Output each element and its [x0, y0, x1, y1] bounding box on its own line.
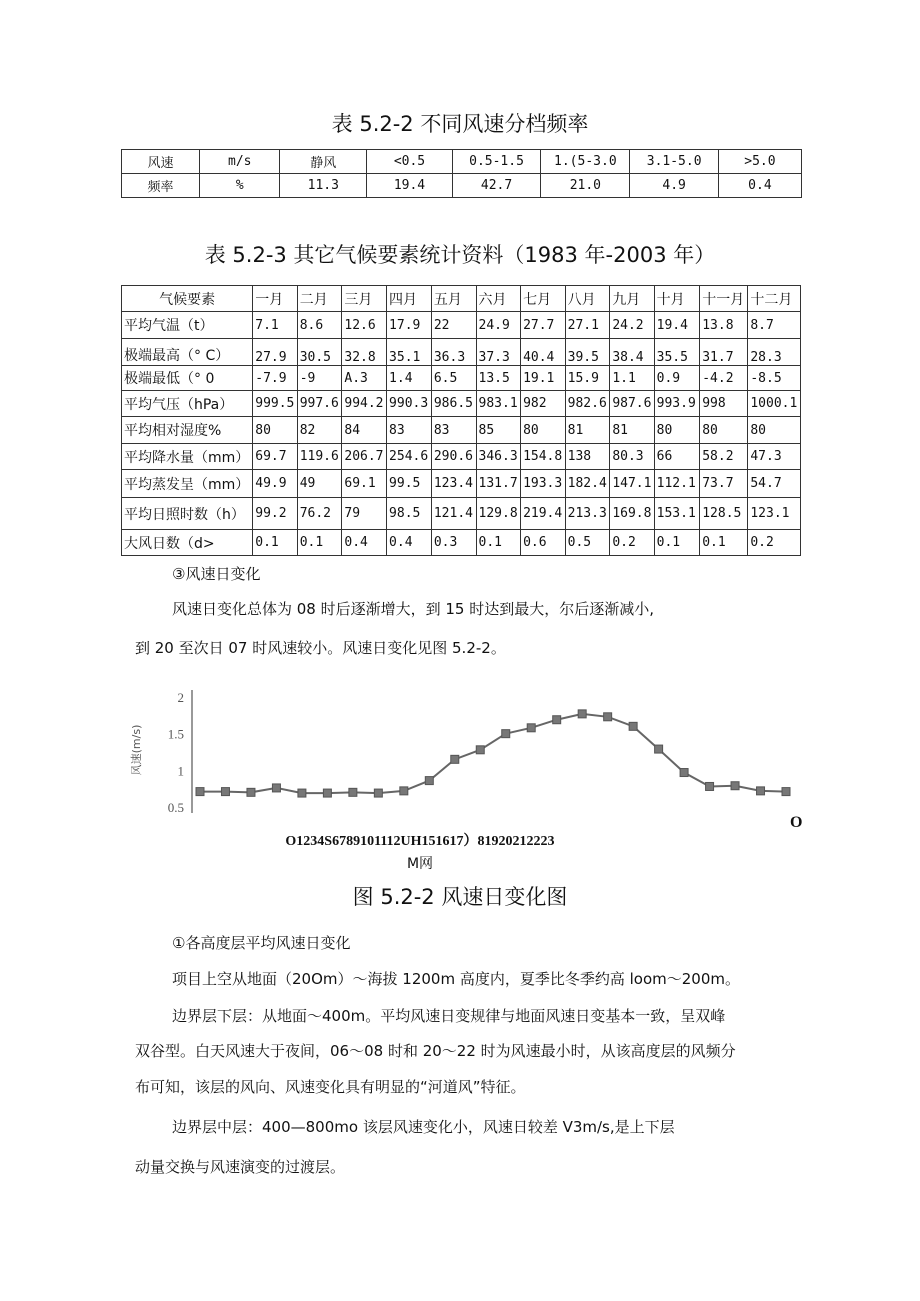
table-row	[122, 498, 801, 530]
table-cell: 73.7	[700, 470, 748, 498]
x-axis-label: M网	[406, 856, 434, 872]
table-cell: 80	[253, 417, 297, 444]
table-cell: 193.3	[521, 470, 566, 498]
table-cell: 131.7	[476, 470, 521, 498]
table-cell: -4.2	[700, 366, 748, 391]
table-cell: 49.9	[253, 470, 297, 498]
y-tick-label: 1.5	[167, 726, 184, 742]
table-cell: 40.4	[521, 339, 566, 366]
paragraph: 到 20 至次日 07 时风速较小。风速日变化见图 5.2-2。	[135, 639, 506, 657]
table-cell: 三月	[342, 286, 387, 312]
table-cell: 风速	[122, 150, 200, 174]
table-cell: 79	[342, 498, 387, 530]
data-point	[502, 730, 510, 738]
data-point	[782, 788, 790, 796]
table-cell: 15.9	[565, 366, 610, 391]
paragraph: 风速日变化总体为 08 时后逐渐增大，到 15 时达到最大，尔后逐渐减小,	[172, 600, 655, 618]
data-point	[298, 789, 306, 797]
table-row	[122, 339, 801, 366]
table-row	[122, 150, 802, 174]
table-cell: 平均日照时数（h）	[122, 498, 253, 530]
data-point	[247, 788, 255, 796]
table-cell: 993.9	[654, 391, 700, 417]
table-cell: 121.4	[431, 498, 476, 530]
table-row	[122, 417, 801, 444]
table-cell: 39.5	[565, 339, 610, 366]
table-cell: 17.9	[387, 312, 432, 339]
table-cell: 3.1-5.0	[630, 150, 718, 174]
table-cell: 206.7	[342, 444, 387, 470]
table-cell: 129.8	[476, 498, 521, 530]
table-cell: -8.5	[748, 366, 801, 391]
table-cell: 80	[654, 417, 700, 444]
table-cell: 169.8	[610, 498, 654, 530]
table-cell: 4.9	[630, 174, 718, 198]
table2-title: 表 5.2-3 其它气候要素统计资料（1983 年-2003 年）	[204, 243, 716, 267]
table-cell: 1.(5-3.0	[541, 150, 630, 174]
table-cell: 0.1	[700, 530, 748, 556]
table-cell: 十二月	[748, 286, 801, 312]
data-point	[680, 769, 688, 777]
table-cell: 54.7	[748, 470, 801, 498]
table-cell: 123.4	[431, 470, 476, 498]
table-cell: 80	[700, 417, 748, 444]
table-cell: 13.8	[700, 312, 748, 339]
table-cell: 8.7	[748, 312, 801, 339]
table-cell: 七月	[521, 286, 566, 312]
table-cell: 31.7	[700, 339, 748, 366]
table-cell: 0.1	[297, 530, 342, 556]
table-cell: 1000.1	[748, 391, 801, 417]
data-point	[629, 722, 637, 730]
data-point	[604, 713, 612, 721]
wind-frequency-table	[121, 149, 802, 198]
data-point	[757, 787, 765, 795]
table-row	[122, 391, 801, 417]
x-tick-labels: O1234S6789101112UH151617）81920212223	[285, 834, 555, 849]
table-cell: 982	[521, 391, 566, 417]
table-cell: 98.5	[387, 498, 432, 530]
table-cell: 静风	[280, 150, 367, 174]
table-cell: 128.5	[700, 498, 748, 530]
data-point	[706, 782, 714, 790]
data-point	[374, 789, 382, 797]
table-cell: 219.4	[521, 498, 566, 530]
table-cell: 986.5	[431, 391, 476, 417]
data-point	[527, 724, 535, 732]
table-cell: 27.1	[565, 312, 610, 339]
data-point	[451, 755, 459, 763]
table-row	[122, 312, 801, 339]
table-cell: 998	[700, 391, 748, 417]
table-cell: 0.1	[253, 530, 297, 556]
table-cell: 11.3	[280, 174, 367, 198]
table-cell: 0.2	[748, 530, 801, 556]
table-cell: 80	[748, 417, 801, 444]
table-cell: 85	[476, 417, 521, 444]
y-axis-label: 风速(m/s)	[130, 724, 143, 776]
climate-table	[121, 285, 801, 556]
table-cell: 平均降水量（mm）	[122, 444, 253, 470]
table-cell: 0.1	[476, 530, 521, 556]
table-cell: 346.3	[476, 444, 521, 470]
table-cell: 九月	[610, 286, 654, 312]
table-cell: 五月	[431, 286, 476, 312]
table-cell: 19.4	[367, 174, 453, 198]
table-row	[122, 530, 801, 556]
table-cell: 83	[387, 417, 432, 444]
table-cell: 平均气压（hPa）	[122, 391, 253, 417]
table-cell: 平均气温（t）	[122, 312, 253, 339]
table-cell: 气候要素	[122, 286, 253, 312]
table-cell: 290.6	[431, 444, 476, 470]
table-cell: 19.4	[654, 312, 700, 339]
table-cell: 0.5	[565, 530, 610, 556]
table-cell: 8.6	[297, 312, 342, 339]
data-point	[425, 777, 433, 785]
table-cell: 49	[297, 470, 342, 498]
table-cell: 254.6	[387, 444, 432, 470]
table-cell: 66	[654, 444, 700, 470]
paragraph: 布可知，该层的风向、风速变化具有明显的“河道风”特征。	[135, 1078, 526, 1096]
table-cell: m/s	[200, 150, 280, 174]
table-cell: 极端最低（° 0	[122, 366, 253, 391]
table-cell: A.3	[342, 366, 387, 391]
paragraph: 项目上空从地面（20Om）～海拔 1200m 高度内，夏季比冬季约高 loom～200m。	[172, 970, 740, 988]
table-cell: 0.1	[654, 530, 700, 556]
table-cell: 八月	[565, 286, 610, 312]
data-point	[553, 716, 561, 724]
table-cell: 13.5	[476, 366, 521, 391]
table-cell: 6.5	[431, 366, 476, 391]
table-cell: %	[200, 174, 280, 198]
table-cell: 1.1	[610, 366, 654, 391]
series-line	[200, 714, 786, 793]
table-cell: 30.5	[297, 339, 342, 366]
table-cell: 24.9	[476, 312, 521, 339]
data-point	[655, 745, 663, 753]
data-point	[731, 782, 739, 790]
data-point	[196, 788, 204, 796]
table-cell: 0.5-1.5	[452, 150, 540, 174]
table-cell: 80	[521, 417, 566, 444]
table-cell: 990.3	[387, 391, 432, 417]
y-tick-label: 2	[177, 690, 184, 705]
table-cell: 997.6	[297, 391, 342, 417]
table-cell: 28.3	[748, 339, 801, 366]
table-cell: 平均蒸发呈（mm）	[122, 470, 253, 498]
table-cell: 182.4	[565, 470, 610, 498]
table-cell: 47.3	[748, 444, 801, 470]
table-cell: 四月	[387, 286, 432, 312]
corner-label: O	[790, 814, 803, 831]
table-cell: 0.2	[610, 530, 654, 556]
table-cell: 99.5	[387, 470, 432, 498]
table-cell: 81	[610, 417, 654, 444]
table-cell: 36.3	[431, 339, 476, 366]
table-cell: 37.3	[476, 339, 521, 366]
table-cell: 999.5	[253, 391, 297, 417]
table-cell: 24.2	[610, 312, 654, 339]
table-cell: 0.6	[521, 530, 566, 556]
table-cell: 27.7	[521, 312, 566, 339]
table-cell: 994.2	[342, 391, 387, 417]
table-cell: 0.9	[654, 366, 700, 391]
table-cell: 42.7	[452, 174, 540, 198]
table-cell: 0.3	[431, 530, 476, 556]
table-cell: 21.0	[541, 174, 630, 198]
table-cell: 22	[431, 312, 476, 339]
table-cell: 153.1	[654, 498, 700, 530]
table-cell: 83	[431, 417, 476, 444]
table-cell: 十月	[654, 286, 700, 312]
table-cell: 0.4	[718, 174, 801, 198]
table-cell: 119.6	[297, 444, 342, 470]
table-header-row	[122, 286, 801, 312]
table-cell: 32.8	[342, 339, 387, 366]
y-tick-label: 1	[177, 763, 184, 779]
table-cell: 一月	[253, 286, 297, 312]
table-cell: 极端最高（° C）	[122, 339, 253, 366]
table-cell: 80.3	[610, 444, 654, 470]
data-point	[476, 746, 484, 754]
data-point	[323, 789, 331, 797]
table-cell: 982.6	[565, 391, 610, 417]
table-cell: 0.4	[342, 530, 387, 556]
paragraph: 双谷型。白天风速大于夜间，06～08 时和 20～22 时为风速最小时，从该高度层的风频分	[135, 1042, 736, 1060]
section-heading: ①各高度层平均风速日变化	[172, 934, 351, 952]
table-cell: 987.6	[610, 391, 654, 417]
data-point	[272, 784, 280, 792]
table-cell: 99.2	[253, 498, 297, 530]
table-cell: 213.3	[565, 498, 610, 530]
section-heading: ③风速日变化	[172, 565, 261, 583]
table-cell: 138	[565, 444, 610, 470]
table-cell: 频率	[122, 174, 200, 198]
table-cell: 二月	[297, 286, 342, 312]
data-point	[400, 787, 408, 795]
data-point	[578, 710, 586, 718]
table-row	[122, 470, 801, 498]
table-cell: 38.4	[610, 339, 654, 366]
y-tick-label: 0.5	[167, 800, 184, 815]
table-cell: 69.7	[253, 444, 297, 470]
table-cell: 112.1	[654, 470, 700, 498]
table-cell: 27.9	[253, 339, 297, 366]
table-cell: 69.1	[342, 470, 387, 498]
table-cell: 19.1	[521, 366, 566, 391]
table-cell: 35.1	[387, 339, 432, 366]
table-cell: 154.8	[521, 444, 566, 470]
table1-title: 表 5.2-2 不同风速分档频率	[331, 112, 589, 136]
table-cell: 983.1	[476, 391, 521, 417]
table-cell: 147.1	[610, 470, 654, 498]
table-cell: 84	[342, 417, 387, 444]
table-cell: 35.5	[654, 339, 700, 366]
table-cell: -9	[297, 366, 342, 391]
table-cell: 1.4	[387, 366, 432, 391]
table-cell: 81	[565, 417, 610, 444]
paragraph: 动量交换与风速演变的过渡层。	[135, 1158, 346, 1176]
table-cell: 76.2	[297, 498, 342, 530]
table-cell: <0.5	[367, 150, 453, 174]
table-row	[122, 366, 801, 391]
table-cell: 六月	[476, 286, 521, 312]
table-cell: 12.6	[342, 312, 387, 339]
paragraph: 边界层中层：400—800mo 该层风速变化小，风速日较差 V3m∕s,是上下层	[172, 1118, 675, 1136]
wind-speed-chart	[120, 680, 800, 815]
data-point	[221, 788, 229, 796]
table-cell: 平均相对湿度%	[122, 417, 253, 444]
table-cell: >5.0	[718, 150, 801, 174]
table-row	[122, 174, 802, 198]
table-cell: 十一月	[700, 286, 748, 312]
table-cell: 58.2	[700, 444, 748, 470]
table-cell: 82	[297, 417, 342, 444]
table-cell: -7.9	[253, 366, 297, 391]
table-cell: 123.1	[748, 498, 801, 530]
figure-caption: 图 5.2-2 风速日变化图	[352, 885, 568, 909]
table-row	[122, 444, 801, 470]
table-cell: 大风日数（d>	[122, 530, 253, 556]
data-point	[349, 788, 357, 796]
paragraph: 边界层下层：从地面～400m。平均风速日变规律与地面风速日变基本一致，呈双峰	[172, 1007, 726, 1025]
table-cell: 0.4	[387, 530, 432, 556]
table-cell: 7.1	[253, 312, 297, 339]
